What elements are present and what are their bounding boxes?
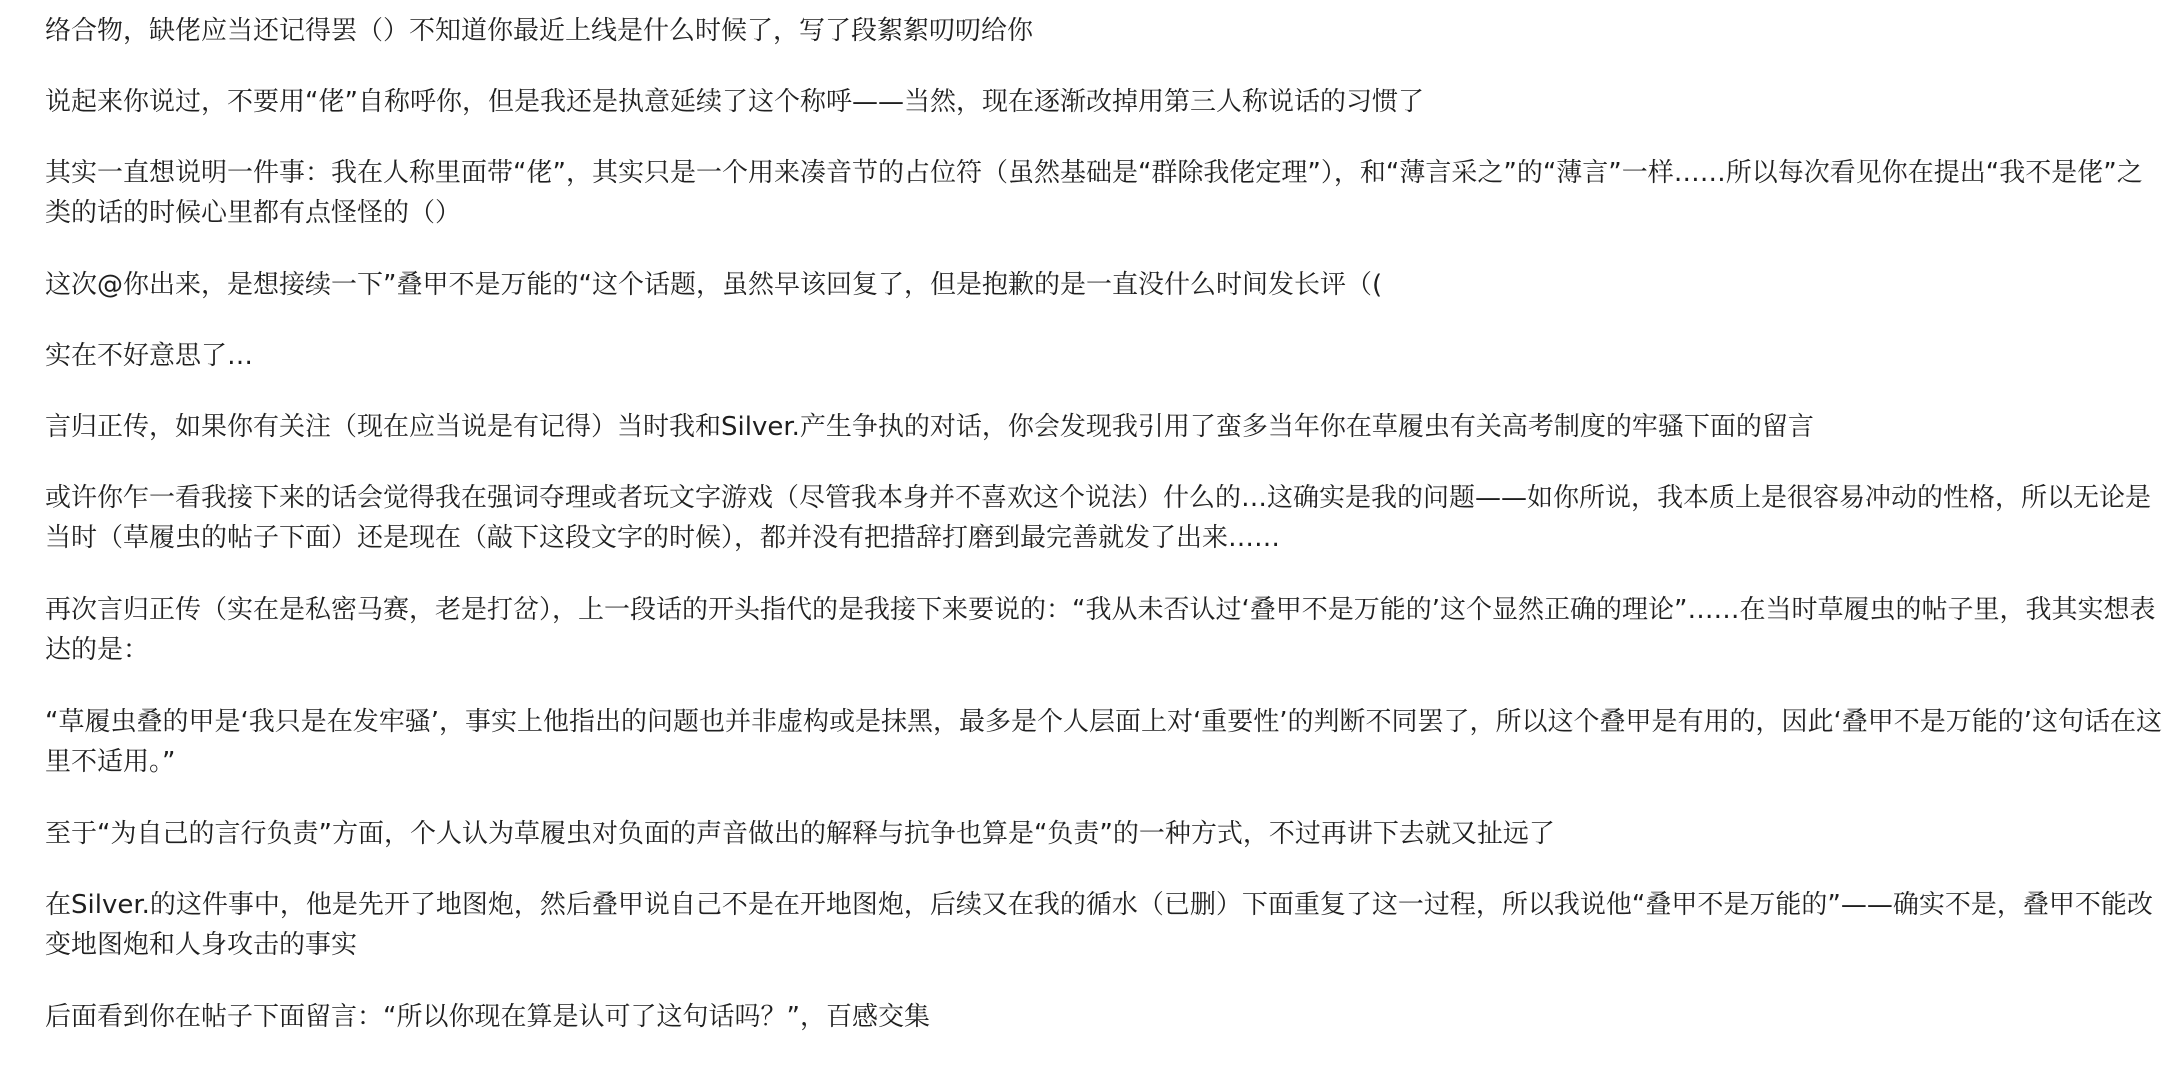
paragraph: 或许你乍一看我接下来的话会觉得我在强词夺理或者玩文字游戏（尽管我本身并不喜欢这个说法）什么的…这确实是我的问题——如你所说，我本质上是很容易冲动的性格，所以无论是当时（草履虫的帖子下面）还是现在（敲下这段文字的时候），都并没有把措辞打磨到最完善就发了出来…… [45, 483, 2152, 553]
paragraph: 后面看到你在帖子下面留言：“所以你现在算是认可了这句话吗？”，百感交集 [45, 1002, 930, 1032]
paragraph: 络合物，缺佬应当还记得罢（）不知道你最近上线是什么时候了，写了段絮絮叨叨给你 [45, 16, 1034, 46]
paragraph: 在Silver.的这件事中，他是先开了地图炮，然后叠甲说自己不是在开地图炮，后续又在我的循水（已删）下面重复了这一过程，所以我说他“叠甲不是万能的”——确实不是，叠甲不能改变地图炮和人身攻击的事实 [45, 890, 2153, 960]
paragraph: 其实一直想说明一件事：我在人称里面带“佬”，其实只是一个用来凑音节的占位符（虽然基础是“群除我佬定理”），和“薄言采之”的“薄言”一样……所以每次看见你在提出“我不是佬”之类的话的时候心里都有点怪怪的（） [45, 158, 2143, 228]
paragraph: 再次言归正传（实在是私密马赛，老是打岔），上一段话的开头指代的是我接下来要说的：“我从未否认过‘叠甲不是万能的’这个显然正确的理论”……在当时草履虫的帖子里，我其实想表达的是： [45, 595, 2156, 665]
paragraph: 言归正传，如果你有关注（现在应当说是有记得）当时我和Silver.产生争执的对话，你会发现我引用了蛮多当年你在草履虫有关高考制度的牢骚下面的留言 [45, 412, 1814, 442]
paragraph: 实在不好意思了… [45, 341, 254, 371]
paragraph: 说起来你说过，不要用“佬”自称呼你，但是我还是执意延续了这个称呼——当然，现在逐渐改掉用第三人称说话的习惯了 [45, 87, 1424, 117]
paragraph: 至于“为自己的言行负责”方面，个人认为草履虫对负面的声音做出的解释与抗争也算是“负责”的一种方式，不过再讲下去就又扯远了 [45, 819, 1555, 849]
post-body [45, 0, 2165, 1037]
paragraph: 这次@你出来，是想接续一下”叠甲不是万能的“这个话题，虽然早该回复了，但是抱歉的是一直没什么时间发长评（( [45, 270, 1383, 300]
paragraph: “草履虫叠的甲是‘我只是在发牢骚’，事实上他指出的问题也并非虚构或是抹黑，最多是个人层面上对‘重要性’的判断不同罢了，所以这个叠甲是有用的，因此‘叠甲不是万能的’这句话在这里不适用。” [45, 707, 2163, 777]
